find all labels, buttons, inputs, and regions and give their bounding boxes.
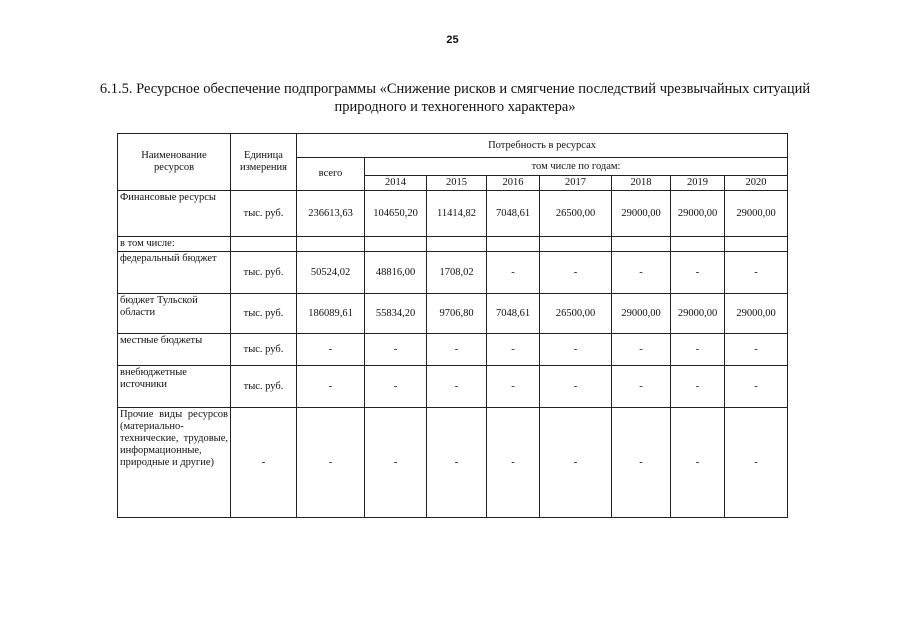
row-total: 236613,63 [297,191,365,237]
row-value: - [671,334,725,366]
row-value: - [487,408,540,518]
row-value: 55834,20 [365,294,427,334]
heading-line-2: природного и техногенного характера» [334,99,576,115]
row-value: 11414,82 [427,191,487,237]
row-value: - [725,408,788,518]
row-unit: тыс. руб. [231,191,297,237]
row-total: - [297,408,365,518]
row-value: - [365,408,427,518]
header-need: Потребность в ресурсах [297,134,788,158]
row-value: - [487,366,540,408]
row-value: - [540,334,612,366]
row-value: - [427,366,487,408]
header-unit: Единица измерения [231,134,297,191]
header-total: всего [297,158,365,191]
table-row [118,237,788,252]
row-name: внебюджетные источники [118,366,231,408]
row-unit: - [231,408,297,518]
row-value: 1708,02 [427,252,487,294]
header-by-years: том числе по годам: [365,158,788,176]
header-year: 2019 [671,176,725,191]
row-value: - [671,366,725,408]
row-total: - [297,334,365,366]
row-value: - [540,252,612,294]
row-value: 29000,00 [671,294,725,334]
row-value: 29000,00 [725,191,788,237]
row-value: 29000,00 [612,191,671,237]
row-value: 29000,00 [612,294,671,334]
row-unit: тыс. руб. [231,294,297,334]
row-value: 26500,00 [540,191,612,237]
row-value: - [540,366,612,408]
page-number: 25 [446,34,459,46]
section-heading [60,80,850,116]
table-row [118,366,788,408]
header-year: 2014 [365,176,427,191]
header-year: 2020 [725,176,788,191]
row-value: - [612,408,671,518]
header-year: 2016 [487,176,540,191]
row-value: - [612,366,671,408]
row-unit: тыс. руб. [231,334,297,366]
row-total: 186089,61 [297,294,365,334]
row-unit: тыс. руб. [231,252,297,294]
row-value: 26500,00 [540,294,612,334]
table-row [118,294,788,334]
row-name: федеральный бюджет [118,252,231,294]
table-row [118,408,788,518]
row-value: - [612,252,671,294]
row-value: - [671,252,725,294]
header-year: 2015 [427,176,487,191]
header-name: Наименование ресурсов [118,134,231,191]
row-name: Прочие виды ресурсов (материально-технические, трудовые, информационные, природные и другие) [118,408,231,518]
row-name: в том числе: [118,237,231,252]
row-value: - [612,334,671,366]
row-value: - [671,408,725,518]
row-value: - [487,334,540,366]
row-name: Финансовые ресурсы [118,191,231,237]
row-value: 9706,80 [427,294,487,334]
row-value: - [725,366,788,408]
row-value: - [487,252,540,294]
row-value: - [725,334,788,366]
row-total: - [297,366,365,408]
table-row [118,191,788,237]
row-value: - [365,334,427,366]
resource-table [117,133,788,518]
row-name: местные бюджеты [118,334,231,366]
table-row [118,334,788,366]
row-unit: тыс. руб. [231,366,297,408]
row-value: 7048,61 [487,191,540,237]
row-value: 29000,00 [725,294,788,334]
row-value: - [365,366,427,408]
row-value: 29000,00 [671,191,725,237]
heading-line-1: 6.1.5. Ресурсное обеспечение подпрограммы «Снижение рисков и смягчение последствий чрезвычайных ситуаций [99,81,811,97]
row-value: - [725,252,788,294]
row-total: 50524,02 [297,252,365,294]
row-value: - [540,408,612,518]
row-value: 48816,00 [365,252,427,294]
row-value: 104650,20 [365,191,427,237]
row-name: бюджет Тульской области [118,294,231,334]
header-year: 2017 [540,176,612,191]
row-value: - [427,334,487,366]
table-row [118,252,788,294]
row-value: 7048,61 [487,294,540,334]
row-value: - [427,408,487,518]
header-year: 2018 [612,176,671,191]
